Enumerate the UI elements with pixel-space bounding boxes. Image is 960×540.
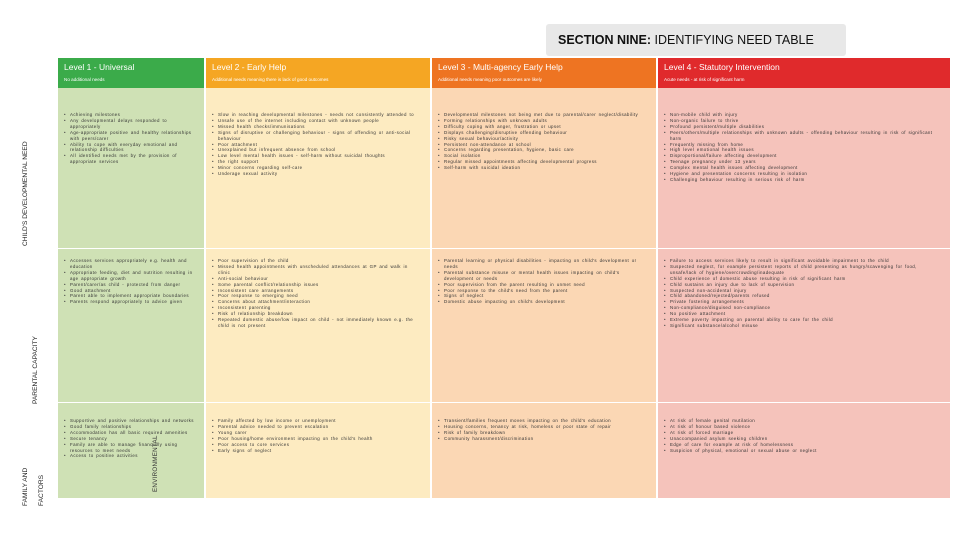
- need-indicator-item: • Hygiene and presentation concerns resulting in isolation: [664, 171, 942, 177]
- need-indicator-item: • Slow in reaching developmental milestones - needs not consistently attended to: [212, 112, 422, 118]
- row-label-family-line3: FACTORS: [38, 474, 45, 506]
- column-header-level-2: [206, 58, 430, 88]
- need-indicator-item: • Suspected neglect, for example persistent reports of child presenting as hungry/scavenging for food, unsafe/lack of hygiene/overcrowding/inadequate: [664, 264, 942, 276]
- section-title: [558, 33, 814, 47]
- cell-par-level-3: [432, 254, 656, 402]
- need-indicator-item: • Low level mental health issues - self-harm without suicidal thoughts: [212, 153, 422, 159]
- need-indicator-item: • Poor supervision from the parent resulting in unmet need: [438, 282, 648, 288]
- need-indicator-item: • At risk of forced marriage: [664, 430, 942, 436]
- row-divider: [58, 402, 950, 403]
- level-title: Level 3 - Multi-agency Early Help: [438, 62, 563, 72]
- level-title: Level 4 - Statutory Intervention: [664, 62, 780, 72]
- cell-fam-level-3: [432, 414, 656, 498]
- need-indicator-item: • Teenage pregnancy under 13 years: [664, 159, 942, 165]
- need-indicator-item: • Displays challenging/disruptive offending behaviour: [438, 130, 648, 136]
- need-indicator-item: • Poor response to emerging need: [212, 293, 422, 299]
- column-header-level-4: [658, 58, 950, 88]
- cell-dev-level-4: [658, 108, 950, 248]
- need-indicator-item: • Parental advice needed to prevent escalation: [212, 424, 422, 430]
- need-indicator-item: • Unsafe use of the internet including contact with unknown people: [212, 118, 422, 124]
- need-indicator-item: • Accesses services appropriately e.g. health and education: [64, 258, 196, 270]
- section-name: IDENTIFYING NEED TABLE: [651, 33, 814, 47]
- column-header-level-1: [58, 58, 204, 88]
- need-indicator-item: • Self-harm with suicidal ideation: [438, 165, 648, 171]
- need-indicator-item: • Extreme poverty impacting on parental ability to care for the child: [664, 317, 942, 323]
- need-indicator-item: • Non-organic failure to thrive: [664, 118, 942, 124]
- need-indicator-item: • Housing concerns, tenancy at risk, homeless or poor state of repair: [438, 424, 648, 430]
- need-indicator-item: • Poor housing/home environment impacting on the child's health: [212, 436, 422, 442]
- need-indicator-item: • Missed health appointments with unscheduled attendances at GP and walk in clinic: [212, 264, 422, 276]
- need-indicator-item: • At risk of female genital mutilation: [664, 418, 942, 424]
- need-indicator-item: • Minor concerns regarding self-care: [212, 165, 422, 171]
- need-indicator-item: • Significant substance/alcohol misuse: [664, 323, 942, 329]
- cell-fam-level-4: [658, 414, 950, 498]
- need-indicator-item: • Parental learning or physical disabilities - impacting on child's development or needs: [438, 258, 648, 270]
- need-indicator-item: • Young carer: [212, 430, 422, 436]
- need-indicator-item: • Ability to cope with everyday emotional and relationship difficulties: [64, 142, 196, 154]
- need-indicator-item: • Early signs of neglect: [212, 448, 422, 454]
- need-indicator-item: • Poor response to the child's need from the parent: [438, 288, 648, 294]
- need-indicator-item: • Failure to access services likely to result in significant avoidable impairment to the child: [664, 258, 942, 264]
- row-label-developmental-need: CHILD'S DEVELOPMENTAL NEED: [22, 141, 29, 246]
- need-indicator-item: • Risk of family breakdown: [438, 430, 648, 436]
- need-indicator-item: • Concerns about attachment/interaction: [212, 299, 422, 305]
- need-indicator-item: • Forming relationships with unknown adults: [438, 118, 648, 124]
- cell-par-level-4: [658, 254, 950, 402]
- row-label-parental-capacity: PARENTAL CAPACITY: [32, 336, 39, 404]
- need-indicator-item: • Family affected by low income or unemployment: [212, 418, 422, 424]
- need-indicator-item: • Non-compliance/disguised non-compliance: [664, 305, 942, 311]
- need-indicator-item: • Suspicion of physical, emotional or sexual abuse or neglect: [664, 448, 942, 454]
- need-indicator-item: • Risky sexual behaviour/activity: [438, 136, 648, 142]
- need-indicator-item: • Private fostering arrangements: [664, 299, 942, 305]
- need-indicator-item: • Domestic abuse impacting on child's development: [438, 299, 648, 305]
- need-indicator-item: • Missed health checks/immunisations: [212, 124, 422, 130]
- need-indicator-item: • No positive attachment: [664, 311, 942, 317]
- need-indicator-item: • All identified needs met by the provision of appropriate services: [64, 153, 196, 165]
- need-indicator-item: • Parental substance misuse or mental health issues impacting on child's development or needs: [438, 270, 648, 282]
- need-indicator-item: • Community harassment/discrimination: [438, 436, 648, 442]
- need-indicator-item: • Poor attachment: [212, 142, 422, 148]
- need-indicator-item: • the right support: [212, 159, 422, 165]
- need-indicator-item: • Achieving milestones: [64, 112, 196, 118]
- column-header-level-3: [432, 58, 656, 88]
- level-subtitle: Additional needs meaning poor outcomes are likely: [438, 77, 542, 82]
- need-indicator-item: • At risk of honour based violence: [664, 424, 942, 430]
- need-indicator-item: • Some parental conflict/relationship issues: [212, 282, 422, 288]
- need-indicator-item: • Concerns regarding presentation, hygiene, basic care: [438, 147, 648, 153]
- cell-fam-level-1: [58, 414, 204, 498]
- need-indicator-item: • Access to positive activities: [64, 453, 196, 459]
- row-label-family-line1: FAMILY AND: [22, 467, 29, 506]
- need-indicator-item: • Transient/families frequent moves impacting on the child's education: [438, 418, 648, 424]
- need-indicator-item: • Good family relationships: [64, 424, 196, 430]
- level-subtitle: No additional needs: [64, 77, 105, 82]
- need-indicator-item: • Unaccompanied asylum seeking children: [664, 436, 942, 442]
- section-number: SECTION NINE:: [558, 33, 652, 47]
- need-indicator-item: • Complex mental health issues affecting development: [664, 165, 942, 171]
- need-indicator-item: • Parent able to implement appropriate boundaries: [64, 293, 196, 299]
- need-indicator-item: • Profound persistent/multiple disabilities: [664, 124, 942, 130]
- need-indicator-item: • Inconsistent care arrangements: [212, 288, 422, 294]
- need-indicator-item: • Supportive and positive relationships and networks: [64, 418, 196, 424]
- need-indicator-item: • Unexplained but infrequent absence from school: [212, 147, 422, 153]
- need-indicator-item: • Regular missed appointments affecting developmental progress: [438, 159, 648, 165]
- need-indicator-item: • Social isolation: [438, 153, 648, 159]
- need-indicator-item: • Suspected non-accidental injury: [664, 288, 942, 294]
- row-divider: [58, 248, 950, 249]
- cell-dev-level-2: [206, 108, 430, 248]
- need-indicator-item: • Inconsistent parenting: [212, 305, 422, 311]
- need-indicator-item: • Edge of care for example at risk of homelessness: [664, 442, 942, 448]
- cell-dev-level-1: [58, 108, 204, 248]
- row-label-family-line2: ENVIRONMENTAL: [152, 435, 159, 492]
- level-subtitle: Additional needs meaning there is lack of good outcomes: [212, 77, 329, 82]
- need-indicator-item: • Signs of disruptive or challenging behaviour - signs of offending or anti-social behaviour: [212, 130, 422, 142]
- need-indicator-item: • High level emotional health issues: [664, 147, 942, 153]
- cell-par-level-2: [206, 254, 430, 402]
- need-indicator-item: • Signs of neglect: [438, 293, 648, 299]
- need-indicator-item: • Non-mobile child with injury: [664, 112, 942, 118]
- need-indicator-item: • Risk of relationship breakdown: [212, 311, 422, 317]
- need-indicator-item: • Child sustains an injury due to lack of supervision: [664, 282, 942, 288]
- need-indicator-item: • Disproportional/failure affecting development: [664, 153, 942, 159]
- level-title: Level 1 - Universal: [64, 62, 135, 72]
- cell-fam-level-2: [206, 414, 430, 498]
- section-header-tab: [546, 24, 846, 56]
- need-indicator-item: • Difficulty coping with anger, frustration or upset: [438, 124, 648, 130]
- level-subtitle: Acute needs - at risk of significant harm: [664, 77, 745, 82]
- need-indicator-item: • Poor access to core services: [212, 442, 422, 448]
- need-indicator-item: • Accommodation has all basic required amenities: [64, 430, 196, 436]
- need-indicator-item: • Persistent non-attendance at school: [438, 142, 648, 148]
- need-indicator-item: • Anti-social behaviour: [212, 276, 422, 282]
- need-indicator-item: • Family are able to manage financially using resources to meet needs: [64, 442, 196, 454]
- need-indicator-item: • Developmental milestones not being met due to parental/carer neglect/disability: [438, 112, 648, 118]
- need-indicator-item: • Frequently missing from home: [664, 142, 942, 148]
- need-indicator-item: • Any developmental delays responded to appropriately: [64, 118, 196, 130]
- need-indicator-item: • Underage sexual activity: [212, 171, 422, 177]
- cell-par-level-1: [58, 254, 204, 402]
- need-indicator-item: • Good attachment: [64, 288, 196, 294]
- need-indicator-item: • Appropriate feeding, diet and nutrition resulting in age appropriate growth: [64, 270, 196, 282]
- need-indicator-item: • Peers/others/multiple relationships with unknown adults - offending behaviour resulting in risk of significant harm: [664, 130, 942, 142]
- need-indicator-item: • Parent/carer/as child - protected from danger: [64, 282, 196, 288]
- need-indicator-item: • Poor supervision of the child: [212, 258, 422, 264]
- need-indicator-item: • Challenging behaviour resulting in serious risk of harm: [664, 177, 942, 183]
- need-indicator-item: • Child abandoned/rejected/parents refused: [664, 293, 942, 299]
- need-indicator-item: • Age-appropriate positive and healthy relationships with peers/carer: [64, 130, 196, 142]
- need-indicator-item: • Repeated domestic abuse/low impact on child - not immediately known e.g. the child is not present: [212, 317, 422, 329]
- cell-dev-level-3: [432, 108, 656, 248]
- need-indicator-item: • Parents respond appropriately to advice given: [64, 299, 196, 305]
- need-indicator-item: • Secure tenancy: [64, 436, 196, 442]
- level-title: Level 2 - Early Help: [212, 62, 287, 72]
- need-indicator-item: • Child experience of domestic abuse resulting in risk of significant harm: [664, 276, 942, 282]
